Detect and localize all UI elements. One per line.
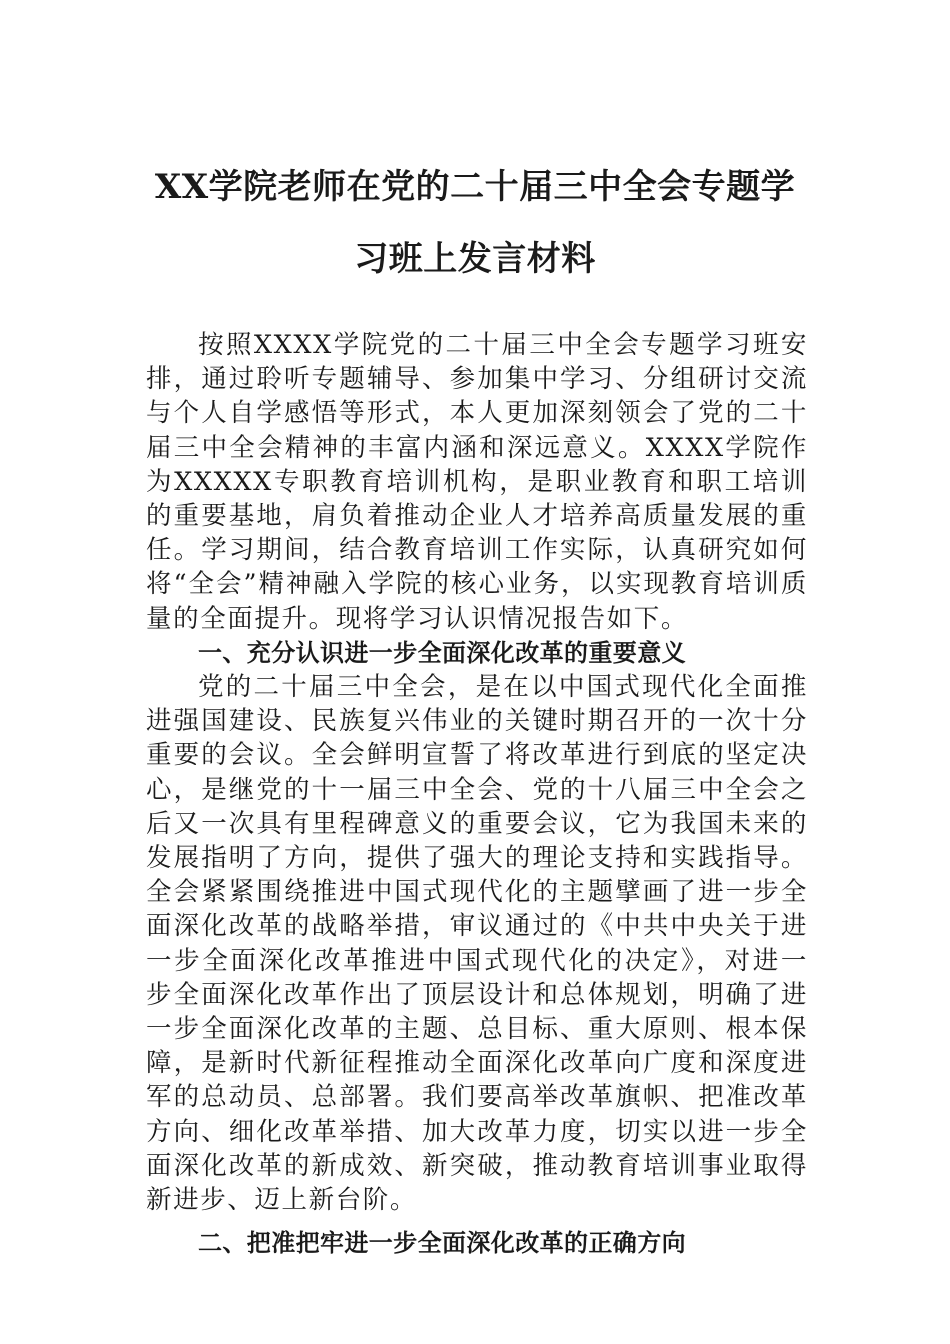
- section-heading-1: 一、充分认识进一步全面深化改革的重要意义: [198, 638, 686, 667]
- section-1-paragraph: 党的二十届三中全会，是在以中国式现代化全面推进强国建设、民族复兴伟业的关键时期召开的一次十分重要的会议。全会鲜明宣誓了将改革进行到底的坚定决心，是继党的十一届三中全会、党的十八届三中全会之后又一次具有里程碑意义的重要会议，它为我国未来的发展指明了方向，提供了强大的理论支持和实践指导。全会紧紧围绕推进中国式现代化的主题擘画了进一步全面深化改革的战略举措，审议通过的《中共中央关于进一步全面深化改革推进中国式现代化的决定》，对进一步全面深化改革作出了顶层设计和总体规划，明确了进一步全面深化改革的主题、总目标、重大原则、根本保障，是新时代新征程推动全面深化改革向广度和深度进军的总动员、总部署。我们要高举改革旗帜、把准改革方向、细化改革举措、加大改革力度，切实以进一步全面深化改革的新成效、新突破，推动教育培训事业取得新进步、迈上新台阶。: [146, 672, 808, 1216]
- document-title-line-2: 习班上发言材料: [354, 239, 596, 279]
- document-body: [146, 328, 808, 1260]
- section-heading-2: 二、把准把牢进一步全面深化改革的正确方向: [198, 1229, 686, 1258]
- intro-paragraph: 按照XXXX学院党的二十届三中全会专题学习班安排，通过聆听专题辅导、参加集中学习、分组研讨交流与个人自学感悟等形式，本人更加深刻领会了党的二十届三中全会精神的丰富内涵和深远意义。XXXX学院作为XXXXX专职教育培训机构，是职业教育和职工培训的重要基地，肩负着推动企业人才培养高质量发展的重任。学习期间，结合教育培训工作实际，认真研究如何将“全会”精神融入学院的核心业务，以实现教育培训质量的全面提升。现将学习认识情况报告如下。: [146, 330, 808, 634]
- document-title-line-1: XX学院老师在党的二十届三中全会专题学: [154, 167, 796, 207]
